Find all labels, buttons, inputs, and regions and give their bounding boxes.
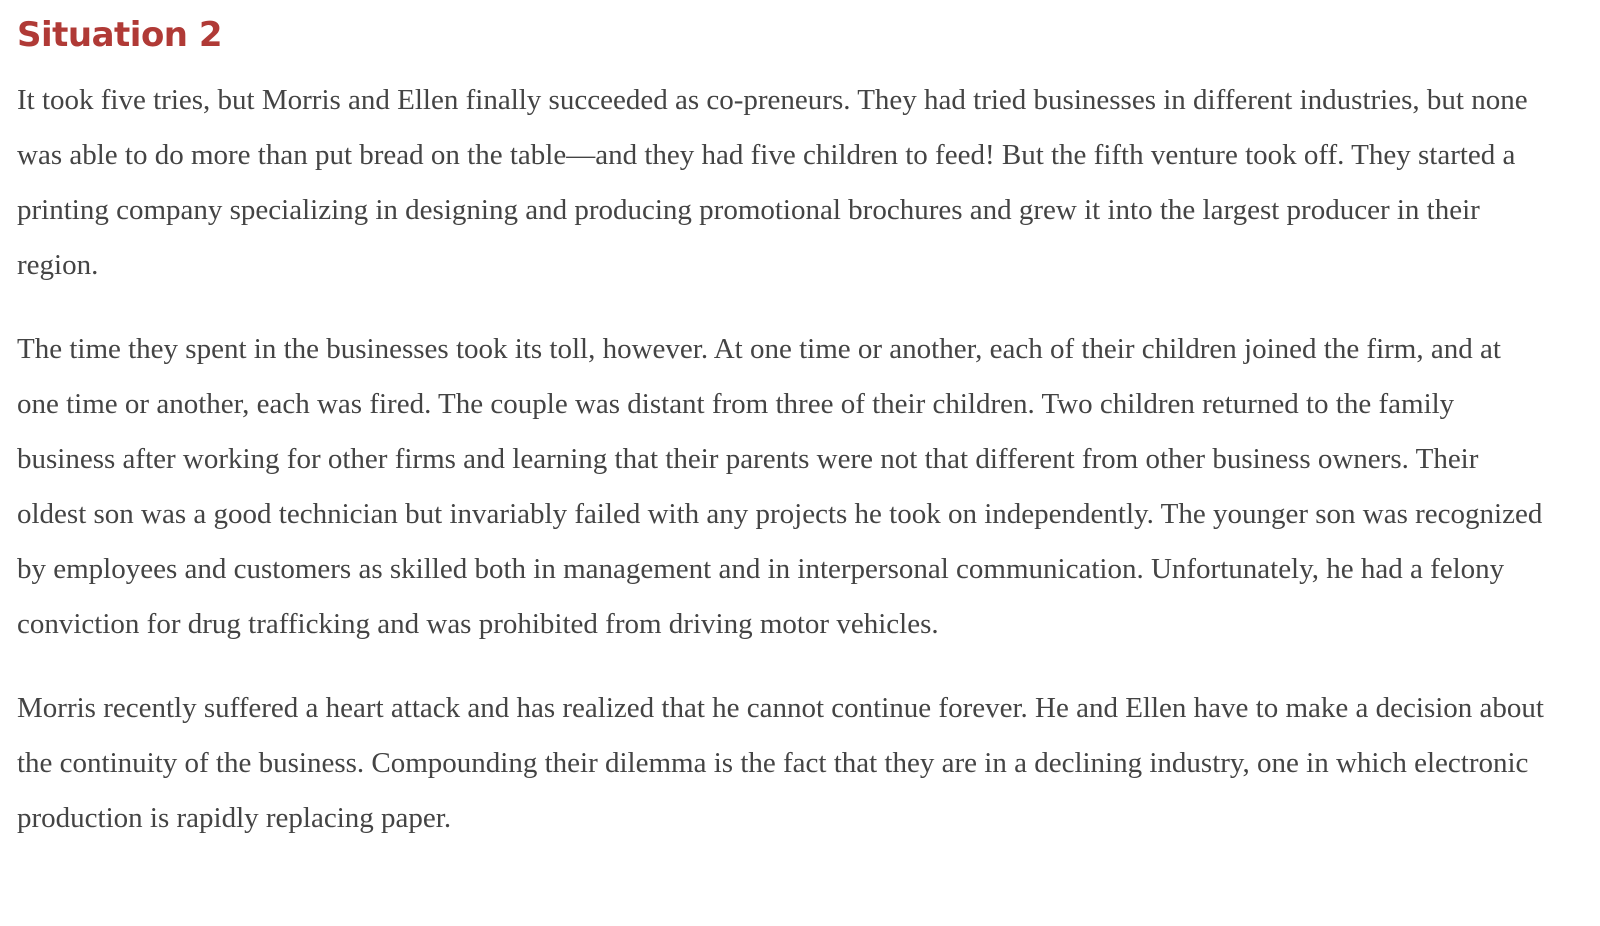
paragraph-3: Morris recently suffered a heart attack and has realized that he cannot continue forever. He and Ellen have to make a decision about the continuity of the business. Compounding their dilemma is the fact that they are in a declining industry, one in which electronic production is rapidly replacing paper. xyxy=(17,692,1544,834)
paragraph-2: The time they spent in the businesses took its toll, however. At one time or another, each of their children joined the firm, and at one time or another, each was fired. The couple was distant from three of their children. Two children returned to the family business after working for other firms and learning that their parents were not that different from other business owners. Their oldest son was a good technician but invariably failed with any projects he took on independently. The younger son was recognized by employees and customers as skilled both in management and in interpersonal communication. Unfortunately, he had a felony conviction for drug trafficking and was prohibited from driving motor vehicles. xyxy=(17,333,1543,640)
paragraph-1: It took five tries, but Morris and Ellen finally succeeded as co-preneurs. They had tried businesses in different industries, but none was able to do more than put bread on the table—and they had five children to feed! But the fifth venture took off. They started a printing company specializing in designing and producing promotional brochures and grew it into the largest producer in their region. xyxy=(17,84,1528,281)
situation-heading: Situation 2 xyxy=(17,15,223,55)
